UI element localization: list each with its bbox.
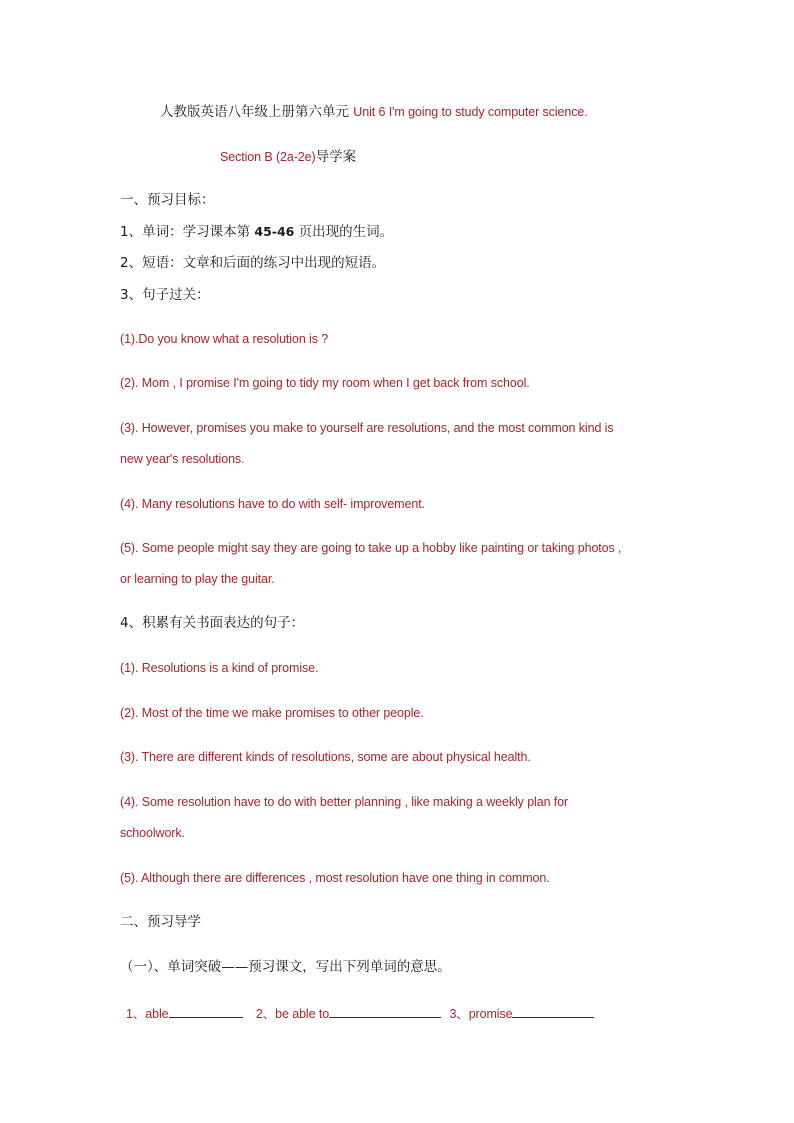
vocab-word: promise: [468, 1007, 513, 1021]
part2-heading: 二、预习导学: [120, 914, 201, 930]
goal-3-text: 句子过关：: [142, 287, 210, 303]
part2-subheading: （一）、单词突破——预习课文，写出下列单词的意思。: [120, 959, 451, 975]
title-line: [160, 103, 588, 122]
goal-1-text-a: 单词：学习课本第: [142, 224, 255, 240]
sentence-4: (4). Many resolutions have to do with self- improvement.: [120, 497, 425, 511]
vocab-num: 3、: [449, 1007, 469, 1021]
vocab-item: [126, 1007, 243, 1021]
section-zh: 导学案: [315, 149, 357, 165]
goal-3: [120, 286, 210, 305]
goal-2-num: 2、: [120, 255, 143, 271]
goal-1-num: 1、: [120, 224, 143, 240]
section-en: Section B (2a-2e): [220, 150, 316, 164]
section-line: [220, 148, 356, 167]
vocab-word: be able to: [275, 1007, 330, 1021]
goal-1-pages: 45-46: [254, 224, 295, 239]
part1-heading: 一、预习目标：: [120, 192, 215, 208]
goal-4-num: 4、: [120, 615, 143, 631]
vocab-item: [449, 1007, 594, 1021]
goal-3-num: 3、: [120, 287, 143, 303]
writing-4-cont: schoolwork.: [120, 826, 185, 840]
vocab-word: able: [145, 1007, 169, 1021]
vocab-num: 2、: [255, 1007, 276, 1021]
writing-5: (5). Although there are differences , most resolution have one thing in common.: [120, 871, 550, 885]
goal-2-text: 短语：文章和后面的练习中出现的短语。: [142, 255, 386, 271]
sentence-3-cont: new year's resolutions.: [120, 452, 245, 466]
goal-4-text: 积累有关书面表达的句子：: [142, 615, 305, 631]
title-unit: Unit 6 I'm going to study computer science.: [353, 105, 588, 119]
writing-1: (1). Resolutions is a kind of promise.: [120, 661, 319, 675]
writing-4: (4). Some resolution have to do with better planning , like making a weekly plan for: [120, 795, 569, 809]
goal-2: [120, 254, 385, 273]
vocab-num: 1、: [126, 1007, 146, 1021]
sentence-1: (1).Do you know what a resolution is ?: [120, 332, 329, 346]
goal-4: [120, 614, 304, 633]
vocab-item: [256, 1007, 441, 1021]
sentence-3: (3). However, promises you make to yourself are resolutions, and the most common kind is: [120, 421, 614, 435]
sentence-5: (5). Some people might say they are going to take up a hobby like painting or taking photos ,: [120, 541, 622, 555]
vocab-row: [126, 1003, 594, 1023]
goal-1: [120, 223, 393, 242]
answer-blank[interactable]: [329, 1003, 441, 1018]
sentence-5-cont: or learning to play the guitar.: [120, 572, 275, 586]
writing-3: (3). There are different kinds of resolutions, some are about physical health.: [120, 750, 531, 764]
answer-blank[interactable]: [169, 1003, 243, 1018]
answer-blank[interactable]: [512, 1003, 594, 1018]
sentence-2: (2). Mom , I promise I'm going to tidy my room when I get back from school.: [120, 376, 530, 390]
goal-1-text-b: 页出现的生词。: [294, 224, 394, 240]
title-prefix: 人教版英语八年级上册第六单元: [160, 104, 354, 120]
writing-2: (2). Most of the time we make promises to other people.: [120, 706, 424, 720]
